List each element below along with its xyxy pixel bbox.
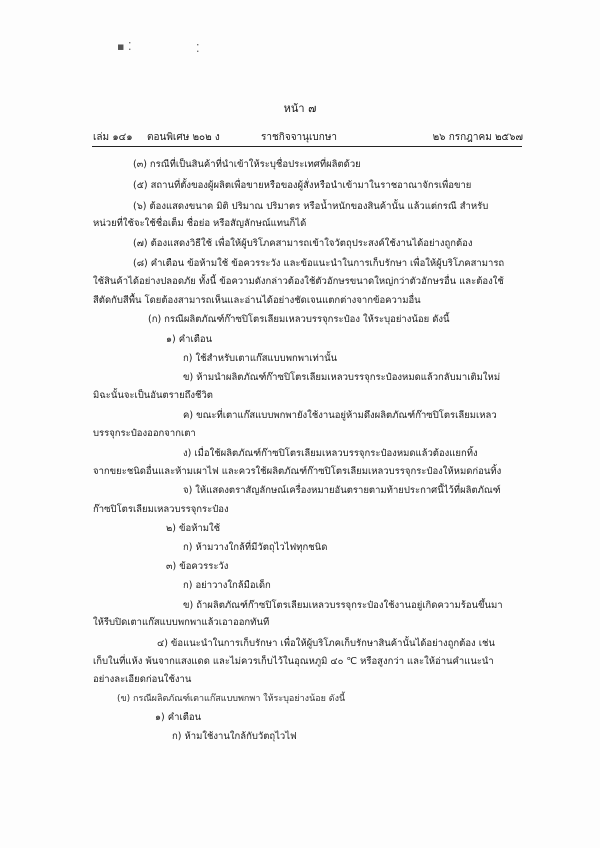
body-line: ก) ใช้สำหรับเตาแก๊สแบบพกพาเท่านั้น [183,353,338,364]
page-number: หน้า ๗ [283,102,317,115]
volume-label: เล่ม ๑๔๑ [93,132,133,143]
body-line: ๑) คำเตือน [166,334,213,345]
gazette-name: ราชกิจจานุเบกษา [261,132,338,143]
gazette-date: ๒๖ กรกฎาคม ๒๕๖๗ [432,132,523,143]
body-line: จากขยะชนิดอื่นและห้ามเผาไฟ และควรใช้ผลิตภัณฑ์ก๊าซปิโตรเลียมเหลวบรรจุกระป๋องให้หมดก่อนทิ้ง [93,466,502,477]
body-line: (ก) กรณีผลิตภัณฑ์ก๊าซปิโตรเลียมเหลวบรรจุกระป๋อง ให้ระบุอย่างน้อย ดังนี้ [148,314,450,325]
body-line: ๔) ข้อแนะนำในการเก็บรักษา เพื่อให้ผู้บริโภคเก็บรักษาสินค้านั้นได้อย่างถูกต้อง เช่น [157,638,495,649]
body-line: ๑) คำเตือน [155,712,202,723]
body-line: (ข) กรณีผลิตภัณฑ์เตาแก๊สแบบพกพา ให้ระบุอย่างน้อย ดังนี้ [117,694,346,704]
header-rule [92,146,522,147]
body-line: จ) ให้แสดงตราสัญลักษณ์เครื่องหมายอันตรายตามท้ายประกาศนี้ไว้ที่ผลิตภัณฑ์ [183,485,501,496]
body-line: สีตัดกับสีพื้น โดยต้องสามารถเห็นและอ่านได้อย่างชัดเจนแตกต่างจากข้อความอื่น [93,295,421,306]
body-line: (๗) ต้องแสดงวิธีใช้ เพื่อให้ผู้บริโภคสามารถเข้าใจวัตถุประสงค์ใช้งานได้อย่างถูกต้อง [133,238,473,249]
body-line: ๓) ข้อควรระวัง [166,561,229,572]
body-line: ใช้สินค้าได้อย่างปลอดภัย ทั้งนี้ ข้อความดังกล่าวต้องใช้ตัวอักษรขนาดใหญ่กว่าตัวอักษรอื่น และต้องใช้ [93,276,504,287]
body-line: (๘) คำเตือน ข้อห้ามใช้ ข้อควรระวัง และข้อแนะนำในการเก็บรักษา เพื่อให้ผู้บริโภคสามารถ [133,258,505,269]
body-line: มิฉะนั้นจะเป็นอันตรายถึงชีวิต [93,390,213,401]
body-line: ก๊าซปิโตรเลียมเหลวบรรจุกระป๋อง [93,504,229,515]
body-line: อย่างละเอียดก่อนใช้งาน [93,674,192,685]
body-line: ก) อย่าวางใกล้มือเด็ก [183,580,271,591]
body-line: ก) ห้ามวางใกล้ที่มีวัตถุไวไฟทุกชนิด [183,542,328,553]
body-line: ข) ถ้าผลิตภัณฑ์ก๊าซปิโตรเลียมเหลวบรรจุกระป๋องใช้งานอยู่เกิดความร้อนขึ้นมา [183,600,503,611]
issue-label: ตอนพิเศษ ๒๐๒ ง [147,132,220,143]
body-line: เก็บในที่แห้ง พ้นจากแสงแดด และไม่ควรเก็บไว้ในอุณหภูมิ ๔๐ ℃ หรือสูงกว่า และให้อ่านคำแนะนำ [93,656,494,667]
body-line: (๓) กรณีที่เป็นสินค้าที่นำเข้าให้ระบุชื่อประเทศที่ผลิตด้วย [133,159,361,170]
body-line: ก) ห้ามใช้งานใกล้กับวัตถุไวไฟ [172,731,297,742]
scan-speck: ▪ ⁚ [117,40,132,53]
body-line: ๒) ข้อห้ามใช้ [166,523,221,534]
body-line: ข) ห้ามนำผลิตภัณฑ์ก๊าซปิโตรเลียมเหลวบรรจุกระป๋องหมดแล้วกลับมาเติมใหม่ [183,372,501,383]
body-line: หน่วยที่ใช้จะใช้ชื่อเต็ม ชื่อย่อ หรือสัญลักษณ์แทนก็ได้ [93,218,307,229]
body-line: (๖) ต้องแสดงขนาด มิติ ปริมาณ ปริมาตร หรือน้ำหนักของสินค้านั้น แล้วแต่กรณี สำหรับ [133,201,489,212]
body-line: (๕) สถานที่ตั้งของผู้ผลิตเพื่อขายหรือของผู้สั่งหรือนำเข้ามาในราชอาณาจักรเพื่อขาย [133,180,472,191]
body-line: ค) ขณะที่เตาแก๊สแบบพกพายังใช้งานอยู่ห้ามดึงผลิตภัณฑ์ก๊าซปิโตรเลียมเหลว [183,410,497,421]
body-line: ง) เมื่อใช้ผลิตภัณฑ์ก๊าซปิโตรเลียมเหลวบรรจุกระป๋องหมดแล้วต้องแยกทิ้ง [183,448,478,459]
body-line: บรรจุกระป๋องออกจากเตา [93,428,196,439]
scan-speck: ⁚ [196,42,200,55]
body-line: ให้รีบปิดเตาแก๊สแบบพกพาแล้วเอาออกทันที [93,617,270,628]
